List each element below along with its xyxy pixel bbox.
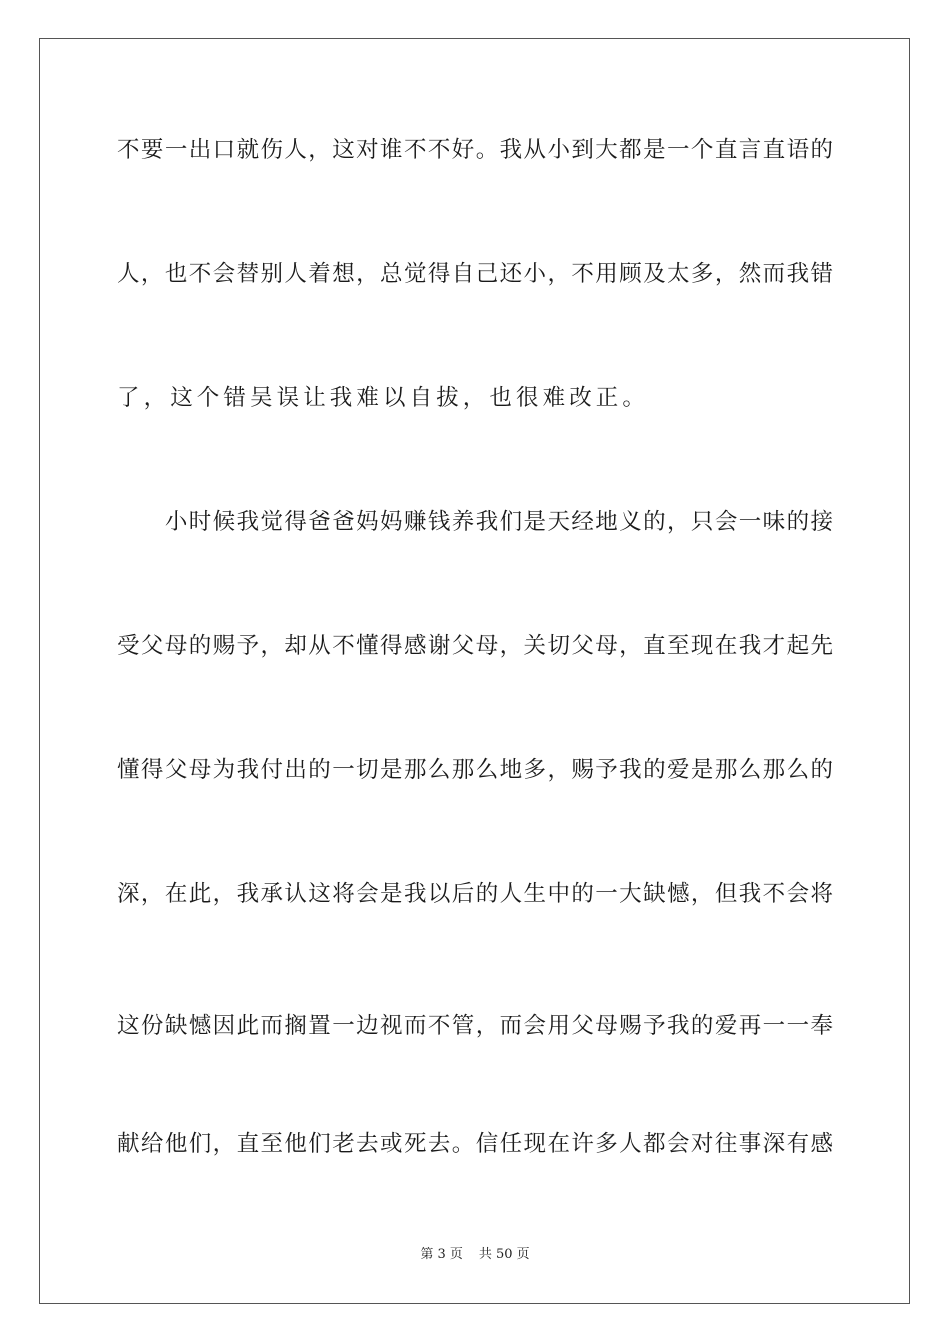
page-total: 共 50 页 [478,1247,530,1262]
text-line: 受父母的赐予，却从不懂得感谢父母，关切父母，直至现在我才起先 [117,633,833,659]
text-line: 了，这个错吴误让我难以自拔，也很难改正。 [117,385,650,411]
text-line: 小时候我觉得爸爸妈妈赚钱养我们是天经地义的，只会一味的接 [117,509,833,535]
text-line: 这份缺憾因此而搁置一边视而不管，而会用父母赐予我的爱再一一奉 [117,1013,833,1039]
text-line: 懂得父母为我付出的一切是那么那么地多，赐予我的爱是那么那么的 [117,757,833,783]
text-line: 深，在此，我承认这将会是我以后的人生中的一大缺憾，但我不会将 [117,881,833,907]
text-line: 不要一出口就伤人，这对谁不不好。我从小到大都是一个直言直语的 [117,137,833,163]
page-footer [0,1245,950,1265]
text-line: 献给他们，直至他们老去或死去。信任现在许多人都会对往事深有感 [117,1131,833,1157]
page-number: 第 3 页 [420,1247,463,1262]
text-line: 人，也不会替别人着想，总觉得自己还小，不用顾及太多，然而我错 [117,261,833,287]
page-border [39,38,910,1304]
